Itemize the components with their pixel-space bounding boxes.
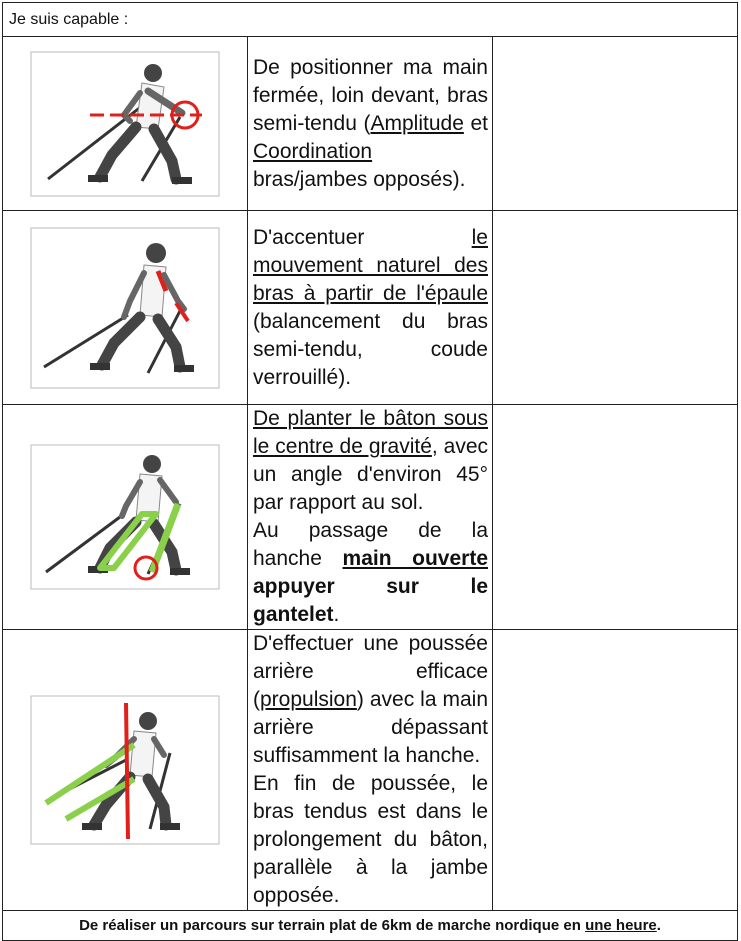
footer-cell (3, 911, 738, 941)
illustration-cell (3, 211, 248, 405)
illustration-cell (3, 37, 248, 211)
skill-row-4 (3, 630, 738, 911)
empty-cell (493, 405, 738, 630)
skill-1-part-2: et (463, 111, 488, 135)
skill-3-paragraph-2 (253, 517, 488, 629)
skills-table (2, 2, 738, 941)
skill-1-part-0: De positionner ma main fermée, loin devant, bras semi-tendu ( (253, 55, 488, 135)
footer-text: De réaliser un parcours sur terrain plat de 6km de marche nordique en (79, 917, 586, 934)
header-row (3, 3, 738, 37)
skill-row-1 (3, 37, 738, 211)
skill-3-paragraph-1 (253, 405, 488, 517)
footer-row (3, 911, 738, 941)
nordic-walker-arm-forward-icon (30, 51, 220, 197)
skill-1-part-4: bras/jambes opposés). (253, 167, 466, 191)
skill-4-part-0: D'effectuer une poussée arrière efficace ( (253, 632, 488, 711)
skill-4-propulsion: propulsion (260, 688, 357, 711)
skill-3-press-strap: appuyer sur le gantelet (253, 575, 488, 626)
skill-text-2 (248, 211, 493, 405)
empty-cell (493, 630, 738, 911)
skill-2-part-0: D'accentuer (253, 225, 472, 249)
skill-row-3 (3, 405, 738, 630)
skill-text-1 (248, 37, 493, 211)
skill-3-pole-plant: De planter le bâton sous le centre de gravité (253, 407, 488, 458)
illustration-cell (3, 405, 248, 630)
skill-4-paragraph-1 (253, 630, 488, 770)
footer-end: . (656, 917, 661, 934)
header-cell (3, 3, 738, 37)
illustration-cell (3, 630, 248, 911)
skill-3-open-hand: main ouverte (342, 547, 488, 570)
skill-3-part-1: , avec un angle d'environ 45° par rapport au sol. (253, 435, 488, 514)
nordic-walker-push-off-icon (30, 695, 220, 845)
skill-row-2 (3, 211, 738, 405)
skill-4-part2-0: En fin de poussée, le bras tendus est dans le prolongement du bâton, parallèle à la jambe opposée. (253, 772, 488, 907)
nordic-walker-shoulder-swing-icon (30, 227, 220, 389)
skill-4-paragraph-2 (253, 770, 488, 910)
footer-underlined: une heure (585, 917, 657, 934)
skill-4-part-2: ) avec la main arrière dépassant suffisamment la hanche. (253, 688, 488, 767)
empty-cell (493, 211, 738, 405)
skill-2-part-2: (balancement du bras semi-tendu, coude verrouillé). (253, 309, 488, 389)
skill-2-natural-movement: le mouvement naturel des bras à partir de l'épaule (253, 225, 488, 305)
skill-text-3 (248, 405, 493, 630)
skill-1-coordination: Coordination (253, 139, 373, 163)
skill-text-4 (248, 630, 493, 911)
nordic-walker-pole-plant-icon (30, 444, 220, 590)
skill-1-amplitude: Amplitude (370, 111, 464, 135)
skill-3-part2-3: . (333, 603, 340, 626)
empty-cell (493, 37, 738, 211)
header-title: Je suis capable : (9, 10, 129, 28)
skill-3-part2-0: Au passage de la hanche (253, 519, 488, 570)
